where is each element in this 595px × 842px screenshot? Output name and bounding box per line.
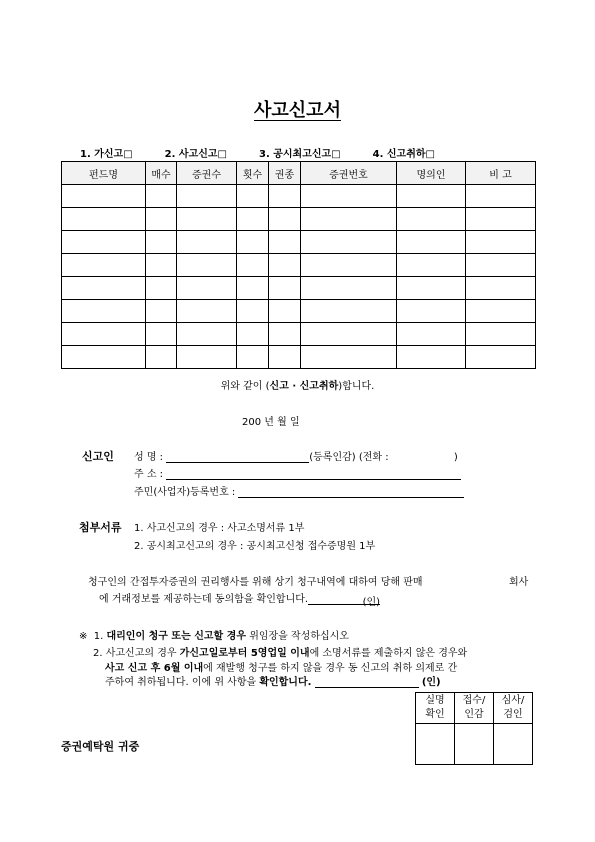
table-cell[interactable] [146,231,177,254]
table-cell[interactable] [397,231,466,254]
attachments-label: 첨부서류 [79,521,122,534]
table-row [62,323,536,346]
table-cell[interactable] [237,254,269,277]
table-cell[interactable] [301,231,397,254]
table-cell[interactable] [466,208,536,231]
securities-table [61,161,536,369]
address-field[interactable] [166,468,461,480]
table-cell[interactable] [177,231,237,254]
attachment-item-2: 2. 공시최고신고의 경우 : 공시최고신청 접수증명원 1부 [134,541,376,552]
table-cell[interactable] [301,346,397,369]
confirm-realname-cell[interactable] [416,724,455,765]
note-1: ※ 1. 대리인이 청구 또는 신고할 경우 위임장을 작성하십시오 [79,631,349,642]
table-cell[interactable] [62,185,146,208]
table-row [62,254,536,277]
registration-number-field[interactable] [238,486,464,498]
col-securities-number: 증권번호 [301,162,397,185]
table-cell[interactable] [397,254,466,277]
table-cell[interactable] [301,277,397,300]
option-public-notice[interactable]: 3. 공시최고신고□ [259,149,341,160]
table-cell[interactable] [301,208,397,231]
table-cell[interactable] [269,346,301,369]
option-withdrawal[interactable]: 4. 신고취하□ [372,149,435,160]
table-cell[interactable] [237,208,269,231]
table-cell[interactable] [301,300,397,323]
table-cell[interactable] [466,323,536,346]
table-row [62,346,536,369]
note-2-line-3: 주하여 취하됩니다. 이에 위 사항을 확인합니다. (인) [105,677,441,688]
footer-recipient: 증권예탁원 귀중 [61,740,140,753]
reporter-id-row: 주민(사업자)등록번호 : [134,483,464,498]
table-cell[interactable] [269,254,301,277]
table-cell[interactable] [177,185,237,208]
col-securities-qty: 증권수 [177,162,237,185]
table-cell[interactable] [62,208,146,231]
note-2-line-2: 사고 신고 후 6월 이내에 재발행 청구를 하지 않을 경우 동 신고의 취하 의제로 간 [105,663,458,674]
table-cell[interactable] [237,277,269,300]
table-cell[interactable] [62,277,146,300]
table-cell[interactable] [146,300,177,323]
table-cell[interactable] [146,346,177,369]
option-accident[interactable]: 2. 사고신고□ [164,149,227,160]
table-cell[interactable] [466,300,536,323]
table-cell[interactable] [62,254,146,277]
table-cell[interactable] [177,300,237,323]
table-cell[interactable] [62,346,146,369]
table-header-row [62,162,536,185]
table-cell[interactable] [146,208,177,231]
attachment-item-1: 1. 사고신고의 경우 : 사고소명서류 1부 [134,523,305,534]
table-cell[interactable] [237,346,269,369]
table-cell[interactable] [177,277,237,300]
table-cell[interactable] [466,231,536,254]
name-field[interactable] [166,451,309,463]
table-cell[interactable] [146,323,177,346]
table-cell[interactable] [62,231,146,254]
table-row [62,208,536,231]
table-cell[interactable] [397,300,466,323]
consent-line-1: 청구인의 간접투자증권의 권리행사를 위해 상기 청구내역에 대하여 당해 판매 [88,577,423,588]
table-cell[interactable] [466,346,536,369]
col-fund-name: 펀드명 [62,162,146,185]
note-signature-field[interactable] [315,676,419,688]
table-cell[interactable] [269,231,301,254]
table-cell[interactable] [237,231,269,254]
consent-line-2: 에 거래정보를 제공하는데 동의함을 확인합니다. (인) [99,594,381,608]
table-cell[interactable] [301,185,397,208]
table-cell[interactable] [177,346,237,369]
document-title: 사고신고서 [254,100,341,121]
table-cell[interactable] [146,277,177,300]
reporter-name-row: 성 명 : (등록인감) (전화 : ) [134,452,458,463]
table-cell[interactable] [177,323,237,346]
col-holder: 명의인 [397,162,466,185]
confirm-receipt-cell[interactable] [455,724,494,765]
table-cell[interactable] [397,323,466,346]
confirmation-box [415,692,533,765]
reporter-address-row: 주 소 : [134,465,461,480]
table-cell[interactable] [177,208,237,231]
reporter-label: 신고인 [82,450,114,463]
table-cell[interactable] [237,300,269,323]
table-cell[interactable] [62,300,146,323]
table-cell[interactable] [269,277,301,300]
table-cell[interactable] [62,323,146,346]
table-cell[interactable] [237,185,269,208]
table-cell[interactable] [269,323,301,346]
table-cell[interactable] [146,254,177,277]
date-line: 200 년 월 일 [242,417,300,428]
table-cell[interactable] [397,208,466,231]
col-denomination: 권종 [269,162,301,185]
table-row [62,231,536,254]
confirm-review-cell[interactable] [494,724,533,765]
table-cell[interactable] [237,323,269,346]
table-cell[interactable] [301,254,397,277]
table-row [62,300,536,323]
confirm-receipt-header: 접수/ 인감 [455,693,494,724]
table-cell[interactable] [397,346,466,369]
consent-line-1-end: 회사 [509,577,529,588]
table-cell[interactable] [466,185,536,208]
table-cell[interactable] [269,300,301,323]
table-cell[interactable] [397,185,466,208]
confirm-realname-header: 실명 확인 [416,693,455,724]
table-cell[interactable] [466,254,536,277]
table-row [62,185,536,208]
col-remarks: 비 고 [466,162,536,185]
table-cell[interactable] [397,277,466,300]
option-provisional[interactable]: 1. 가신고□ [80,149,133,160]
report-type-options [80,145,435,160]
statement-line: 위와 같이 (신고 · 신고취하)합니다. [220,381,375,392]
table-cell[interactable] [466,277,536,300]
consent-signature-field[interactable]: (인) [308,593,380,605]
table-cell[interactable] [146,185,177,208]
confirm-review-header: 심사/ 검인 [494,693,533,724]
col-count: 매수 [146,162,177,185]
table-cell[interactable] [269,185,301,208]
statement-emphasis: 신고 · 신고취하 [269,381,339,392]
table-cell[interactable] [177,254,237,277]
table-cell[interactable] [269,208,301,231]
table-cell[interactable] [301,323,397,346]
col-times: 횟수 [237,162,269,185]
note-2-line-1: 2. 사고신고의 경우 가신고일로부터 5영업일 이내에 소명서류를 제출하지 않은 경우와 [93,648,468,659]
table-row [62,277,536,300]
